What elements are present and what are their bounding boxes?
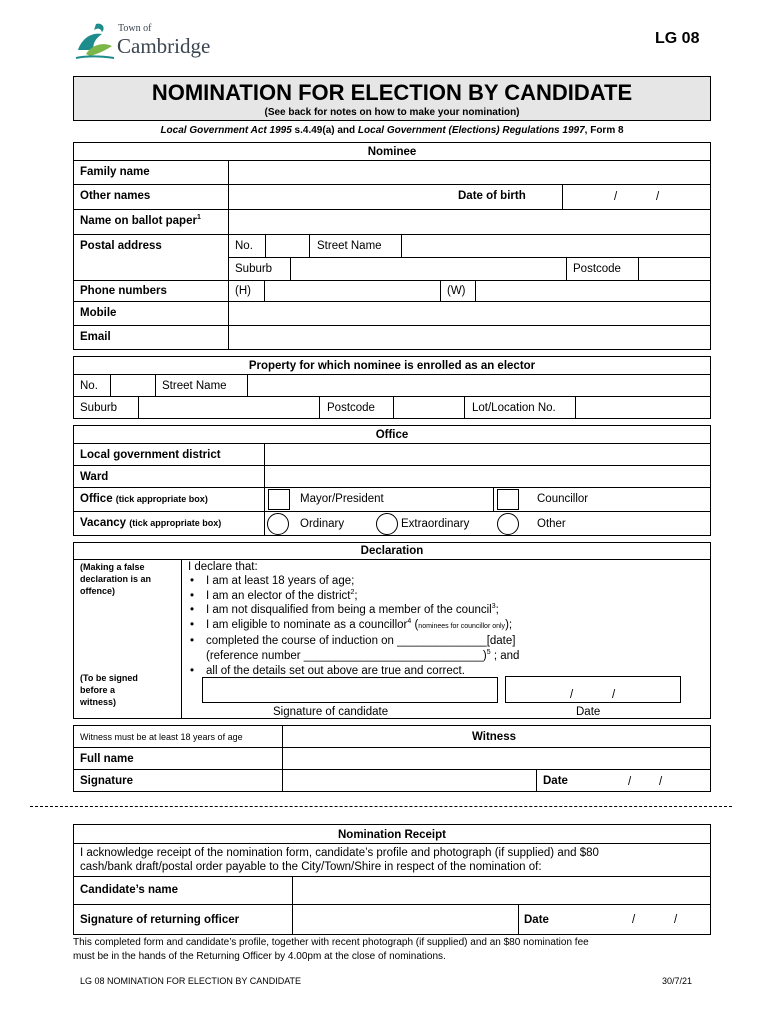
act-name: Local Government Act 1995	[160, 125, 292, 136]
act-line	[73, 124, 711, 137]
ordinary-label: Ordinary	[300, 518, 345, 530]
declaration-intro: I declare that:	[188, 561, 258, 573]
regulations-name: Local Government (Elections) Regulations 1997	[357, 125, 585, 136]
receipt-date-label: Date	[524, 914, 549, 926]
declaration-date-slash-1: /	[570, 689, 574, 701]
property-lot-field[interactable]	[576, 397, 710, 418]
declaration-item: • all of the details set out above are true and correct.	[182, 664, 519, 679]
ordinary-radio[interactable]	[267, 513, 289, 535]
email-label: Email	[80, 331, 111, 343]
dob-label: Date of birth	[458, 190, 526, 202]
property-suburb-field[interactable]	[139, 397, 318, 418]
mobile-field[interactable]	[229, 302, 710, 324]
candidate-name-label: Candidate’s name	[80, 884, 178, 896]
receipt-heading: Nomination Receipt	[338, 829, 446, 841]
ballot-name-field[interactable]	[229, 210, 710, 233]
postal-address-label: Postal address	[80, 240, 162, 252]
swan-logo-icon	[72, 20, 116, 64]
property-street-field[interactable]	[248, 375, 710, 395]
property-street-label: Street Name	[162, 380, 227, 392]
vacancy-label: Vacancy (tick appropriate box)	[80, 517, 222, 529]
form-code: LG 08	[655, 30, 700, 47]
phone-work-field[interactable]	[476, 281, 710, 300]
other-label: Other	[537, 518, 566, 530]
act-section: s.4.49(a) and	[291, 125, 358, 136]
witness-full-name-field[interactable]	[283, 748, 710, 768]
family-name-field[interactable]	[229, 161, 710, 183]
phone-home-field[interactable]	[265, 281, 439, 300]
candidate-signature-label: Signature of candidate	[273, 706, 389, 718]
phone-work-label: (W)	[447, 285, 466, 297]
mayor-label: Mayor/President	[300, 493, 384, 505]
declaration-item: • I am eligible to nominate as a councillor$^4$ (nominees for councillor only);	[182, 618, 519, 635]
dob-field[interactable]	[563, 185, 710, 208]
postal-suburb-field[interactable]	[291, 258, 565, 279]
mayor-checkbox[interactable]	[268, 489, 290, 510]
other-radio[interactable]	[497, 513, 519, 535]
postal-postcode-label: Postcode	[573, 263, 621, 275]
form-number: , Form 8	[584, 125, 624, 136]
postal-no-label: No.	[235, 240, 253, 252]
postal-street-label: Street Name	[317, 240, 382, 252]
property-no-label: No.	[80, 380, 98, 392]
property-no-field[interactable]	[111, 375, 154, 395]
postal-postcode-field[interactable]	[639, 258, 710, 279]
district-label: Local government district	[80, 449, 221, 461]
nominee-heading: Nominee	[367, 146, 417, 158]
returning-officer-signature-field[interactable]	[293, 905, 517, 934]
declaration-date-field[interactable]	[505, 676, 681, 703]
declaration-item: • completed the course of induction on ______________[date] (reference number ____________________________)$^5$ ; and	[182, 634, 519, 663]
declaration-date-label: Date	[576, 706, 601, 718]
declaration-heading: Declaration	[360, 545, 424, 557]
footer-left: LG 08 NOMINATION FOR ELECTION BY CANDIDATE	[80, 976, 302, 986]
phone-home-label: (H)	[235, 285, 251, 297]
cut-line	[30, 806, 732, 807]
witness-age-note: Witness must be at least 18 years of age	[80, 732, 243, 742]
ward-label: Ward	[80, 471, 109, 483]
witness-sign-note: (To be signed before a witness)	[80, 673, 138, 707]
other-names-label: Other names	[80, 190, 151, 202]
title-box	[73, 76, 711, 121]
district-field[interactable]	[265, 444, 710, 464]
receipt-text: I acknowledge receipt of the nomination form, candidate’s profile and photograph (if supplied) and $80 cash/bank draft/postal order payable to the City/Town/Shire in respect of the nomination of:	[80, 847, 599, 873]
phone-label: Phone numbers	[80, 285, 167, 297]
witness-signature-field[interactable]	[283, 770, 535, 791]
logo-big-text: Cambridge	[117, 34, 211, 58]
office-label: Office (tick appropriate box)	[80, 493, 208, 505]
page-title: NOMINATION FOR ELECTION BY CANDIDATE	[151, 80, 633, 105]
witness-date-slash-2: /	[659, 776, 663, 788]
extraordinary-label: Extraordinary	[401, 518, 470, 530]
mobile-label: Mobile	[80, 307, 117, 319]
family-name-label: Family name	[80, 166, 150, 178]
dob-slash-1: /	[614, 191, 618, 203]
property-lot-label: Lot/Location No.	[472, 402, 556, 414]
email-field[interactable]	[229, 326, 710, 349]
councillor-checkbox[interactable]	[497, 489, 519, 510]
property-postcode-field[interactable]	[394, 397, 463, 418]
witness-date-slash-1: /	[628, 776, 632, 788]
candidate-signature-field[interactable]	[202, 677, 498, 703]
extraordinary-radio[interactable]	[376, 513, 398, 535]
witness-signature-label: Signature	[80, 775, 134, 787]
returning-officer-label: Signature of returning officer	[80, 914, 240, 926]
false-declaration-note: (Making a false declaration is an offence)	[80, 562, 152, 596]
ward-field[interactable]	[265, 466, 710, 486]
councillor-label: Councillor	[537, 493, 589, 505]
receipt-date-slash-1: /	[632, 914, 636, 926]
declaration-item: • I am an elector of the district$^2$;	[182, 589, 519, 604]
footer-date: 30/7/21	[662, 976, 693, 986]
declaration-item: • I am not disqualified from being a member of the council$^3$;	[182, 603, 519, 618]
property-heading: Property for which nominee is enrolled as an elector	[248, 360, 536, 372]
declaration-date-slash-2: /	[612, 689, 616, 701]
footer-note: This completed form and candidate’s profile, together with recent photograph (if supplied) and an $80 nomination fee must be in the hands of the Returning Officer by 4.00pm at the close of nominations.	[73, 937, 589, 962]
witness-date-label: Date	[543, 775, 568, 787]
ballot-name-label: Name on ballot paper$^1$	[80, 214, 201, 227]
postal-street-field[interactable]	[402, 235, 710, 256]
dob-slash-2: /	[656, 191, 660, 203]
town-logo	[72, 20, 232, 64]
witness-heading: Witness	[472, 731, 516, 743]
declaration-list	[182, 574, 519, 678]
property-suburb-label: Suburb	[80, 402, 118, 414]
property-postcode-label: Postcode	[327, 402, 375, 414]
receipt-date-slash-2: /	[674, 914, 678, 926]
candidate-name-field[interactable]	[293, 877, 710, 903]
postal-suburb-label: Suburb	[235, 263, 273, 275]
other-names-field[interactable]	[229, 185, 449, 208]
office-heading: Office	[375, 429, 409, 441]
witness-full-name-label: Full name	[80, 753, 134, 765]
declaration-item: • I am at least 18 years of age;	[182, 574, 519, 589]
logo-small-text: Town of	[118, 23, 152, 34]
page-subtitle: (See back for notes on how to make your nomination)	[264, 107, 520, 118]
